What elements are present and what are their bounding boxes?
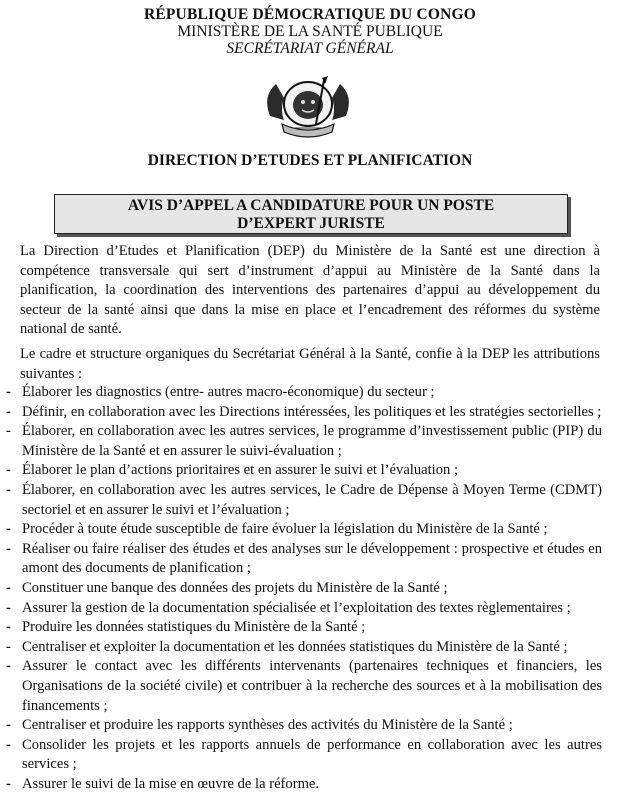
coat-of-arms-icon <box>262 76 354 140</box>
list-item-text: Définir, en collaboration avec les Directions intéressées, les politiques et les stratégies sectorielles ; <box>22 403 602 420</box>
notice-title-line-1: AVIS D’APPEL A CANDIDATURE POUR UN POSTE <box>127 197 495 214</box>
list-item-text: Procéder à toute étude susceptible de faire évoluer la législation du Ministère de la Santé ; <box>22 521 548 538</box>
list-item-text: Assurer la gestion de la documentation spécialisée et l’exploitation des textes règlementaires ; <box>22 599 571 616</box>
bullet-marker: - <box>6 599 11 616</box>
list-item-text: Centraliser et exploiter la documentation et les données statistiques du Ministère de la Santé ; <box>22 638 568 655</box>
secretariat-heading: SECRÉTARIAT GÉNÉRAL <box>226 40 394 57</box>
attributions-list <box>2 383 602 794</box>
list-item-text: Élaborer, en collaboration avec les autres services, le Cadre de Dépense à Moyen Terme (CDMT) sectoriel et en assurer le suivi et l’évaluation ; <box>22 481 602 518</box>
attributions-intro: Le cadre et structure organiques du Secrétariat Général à la Santé, confie à la DEP les attributions suivantes : <box>20 346 600 382</box>
list-item-text: Assurer le contact avec les différents intervenants (partenaires techniques et financiers, les Organisations de la société civile) et contribuer à la recherche des sources et à la mobilisation des financements ; <box>22 658 602 714</box>
list-item <box>2 461 602 481</box>
bullet-marker: - <box>6 619 11 636</box>
bullet-marker: - <box>6 403 11 420</box>
list-item-text: Élaborer les diagnostics (entre- autres macro-économique) du secteur ; <box>22 384 435 400</box>
list-item-text: Assurer le suivi de la mise en œuvre de la réforme. <box>22 775 320 792</box>
bullet-marker: - <box>6 658 11 675</box>
list-item <box>2 599 602 619</box>
list-item-text: Élaborer, en collaboration avec les autres services, le programme d’investissement public (PIP) du Ministère de la Santé et en assurer le suivi-évaluation ; <box>22 423 602 459</box>
list-item <box>2 520 602 540</box>
list-item <box>2 481 602 520</box>
notice-title-box <box>54 194 568 234</box>
list-item-text: Réaliser ou faire réaliser des études et des analyses sur le développement : prospective et études en amont des documents de planification ; <box>22 540 602 577</box>
bullet-marker: - <box>6 540 11 557</box>
bullet-marker: - <box>6 775 11 792</box>
bullet-marker: - <box>6 423 11 440</box>
bullet-marker: - <box>6 717 11 734</box>
list-item <box>2 775 602 794</box>
list-item <box>2 618 602 638</box>
direction-title: DIRECTION D’ETUDES ET PLANIFICATION <box>147 152 473 169</box>
bullet-marker: - <box>6 521 11 538</box>
list-item <box>2 403 602 423</box>
bullet-marker: - <box>6 736 11 753</box>
list-item <box>2 383 602 403</box>
list-item-text: Centraliser et produire les rapports synthèses des activités du Ministère de la Santé ; <box>22 717 513 734</box>
list-item <box>2 638 602 658</box>
bullet-marker: - <box>6 481 11 498</box>
list-item-text: Consolider les projets et les rapports annuels de performance en collaboration avec les autres services ; <box>22 736 602 773</box>
list-item-text: Constituer une banque des données des projets du Ministère de la Santé ; <box>22 579 448 596</box>
notice-title-line-2: D’EXPERT JURISTE <box>237 215 385 232</box>
list-item <box>2 540 602 579</box>
country-heading: RÉPUBLIQUE DÉMOCRATIQUE DU CONGO <box>143 6 477 23</box>
list-item <box>2 736 602 775</box>
bullet-marker: - <box>6 638 11 655</box>
bullet-marker: - <box>6 462 11 479</box>
list-item <box>2 422 602 461</box>
list-item-text: Élaborer le plan d’actions prioritaires et en assurer le suivi et l’évaluation ; <box>22 462 459 479</box>
intro-paragraph: La Direction d’Etudes et Planification (DEP) du Ministère de la Santé est une direction à compétence transversale qui sert d’instrument d’appui au Ministère de la Santé dans la planification, la coordination des interventions des partenaires d’appui au développement du secteur de la santé ainsi que dans la mise en place et l’encadrement des réformes du système national de santé. <box>20 243 600 338</box>
bullet-marker: - <box>6 579 11 596</box>
bullet-marker: - <box>6 384 11 400</box>
list-item <box>2 716 602 736</box>
list-item-text: Produire les données statistiques du Ministère de la Santé ; <box>22 619 366 636</box>
list-item <box>2 579 602 599</box>
ministry-heading: MINISTÈRE DE LA SANTÉ PUBLIQUE <box>177 23 443 40</box>
list-item <box>2 657 602 716</box>
